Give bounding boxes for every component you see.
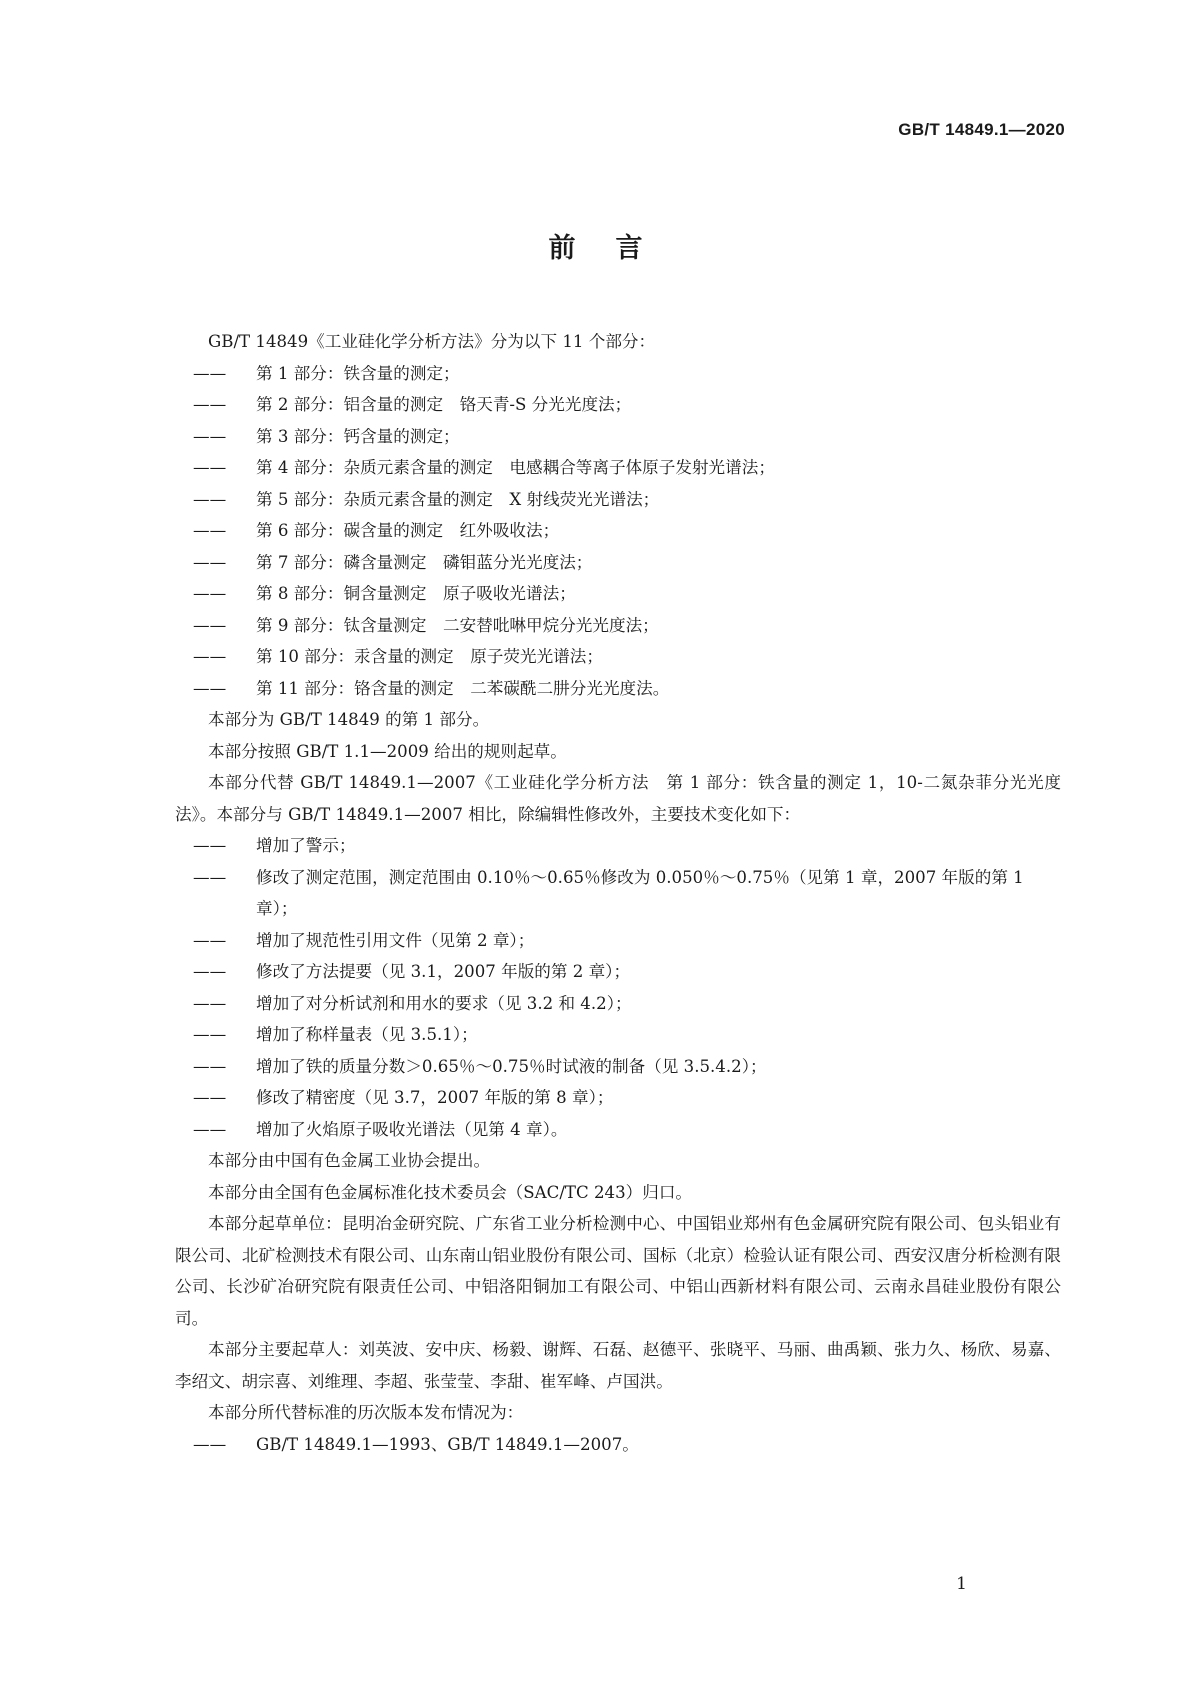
page-title: 前言: [548, 233, 683, 264]
change-item: —— 增加了称样量表（见 3.5.1）；: [193, 1025, 478, 1044]
list-item: —— 第 4 部分：杂质元素含量的测定 电感耦合等离子体原子发射光谱法；: [193, 458, 775, 477]
list-item: —— 第 5 部分：杂质元素含量的测定 X 射线荧光光谱法；: [193, 489, 660, 509]
change-item: —— 增加了对分析试剂和用水的要求（见 3.2 和 4.2）；: [193, 993, 632, 1013]
change-item: —— 增加了规范性引用文件（见第 2 章）；: [193, 930, 535, 950]
list-item: —— 第 6 部分：碳含量的测定 红外吸收法；: [193, 521, 560, 540]
list-item: —— 第 7 部分：磷含量测定 磷钼蓝分光光度法；: [193, 552, 593, 572]
intro-paragraph: GB/T 14849《工业硅化学分析方法》分为以下 11 个部分：: [208, 332, 656, 351]
change-item: —— 增加了警示；: [193, 836, 356, 855]
change-item: —— 增加了铁的质量分数＞0.65％～0.75％时试液的制备（见 3.5.4.2）；: [193, 1056, 767, 1076]
list-item: —— 第 1 部分：铁含量的测定；: [193, 363, 460, 383]
foreword-body: [175, 326, 1061, 1460]
list-item: —— 第 2 部分：铝含量的测定 铬天青-S 分光光度法；: [193, 395, 632, 414]
change-item: —— 修改了精密度（见 3.7，2007 年版的第 8 章）；: [193, 1088, 614, 1107]
part-paragraph: 本部分为 GB/T 14849 的第 1 部分。: [208, 710, 490, 729]
proposed-paragraph: 本部分由中国有色金属工业协会提出。: [208, 1151, 491, 1170]
drafting-units-paragraph: 本部分起草单位：昆明冶金研究院、广东省工业分析检测中心、中国铝业郑州有色金属研究院有限公司、包头铝业有限公司、北矿检测技术有限公司、山东南山铝业股份有限公司、国标（北京）检验认证有限公司、西安汉唐分析检测有限公司、长沙矿冶研究院有限责任公司、中铝洛阳铜加工有限公司、中铝山西新材料有限公司、云南永昌硅业股份有限公司。: [175, 1214, 1061, 1328]
list-item: —— 第 9 部分：钛含量测定 二安替吡啉甲烷分光光度法；: [193, 615, 659, 635]
rules-paragraph: 本部分按照 GB/T 1.1—2009 给出的规则起草。: [208, 741, 567, 761]
drafters-paragraph: 本部分主要起草人：刘英波、安中庆、杨毅、谢辉、石磊、赵德平、张晓平、马丽、曲禹颖、张力久、杨欣、易嘉、李绍文、胡宗喜、刘维理、李超、张莹莹、李甜、崔军峰、卢国洪。: [175, 1340, 1061, 1391]
replace-paragraph: 本部分代替 GB/T 14849.1—2007《工业硅化学分析方法 第 1 部分：铁含量的测定 1，10-二氮杂菲分光光度法》。本部分与 GB/T 14849.1—2007 相比，除编辑性修改外，主要技术变化如下：: [175, 773, 1061, 824]
history-item: —— GB/T 14849.1—1993、GB/T 14849.1—2007。: [193, 1434, 639, 1454]
change-item: —— 修改了测定范围，测定范围由 0.10％～0.65％修改为 0.050％～0.75％（见第 1 章，2007 年版的第 1 章）；: [193, 867, 1024, 918]
change-item: —— 增加了火焰原子吸收光谱法（见第 4 章）。: [193, 1119, 568, 1139]
list-item: —— 第 11 部分：铬含量的测定 二苯碳酰二肼分光光度法。: [193, 678, 670, 698]
centralized-paragraph: 本部分由全国有色金属标准化技术委员会（SAC/TC 243）归口。: [208, 1182, 693, 1202]
history-paragraph: 本部分所代替标准的历次版本发布情况为：: [208, 1403, 524, 1422]
page-number: 1: [956, 1574, 967, 1594]
change-item: —— 修改了方法提要（见 3.1，2007 年版的第 2 章）；: [193, 962, 631, 981]
list-item: —— 第 10 部分：汞含量的测定 原子荧光光谱法；: [193, 647, 603, 666]
standard-number: GB/T 14849.1—2020: [898, 120, 1065, 139]
list-item: —— 第 3 部分：钙含量的测定；: [193, 426, 460, 446]
list-item: —— 第 8 部分：铜含量测定 原子吸收光谱法；: [193, 584, 576, 603]
